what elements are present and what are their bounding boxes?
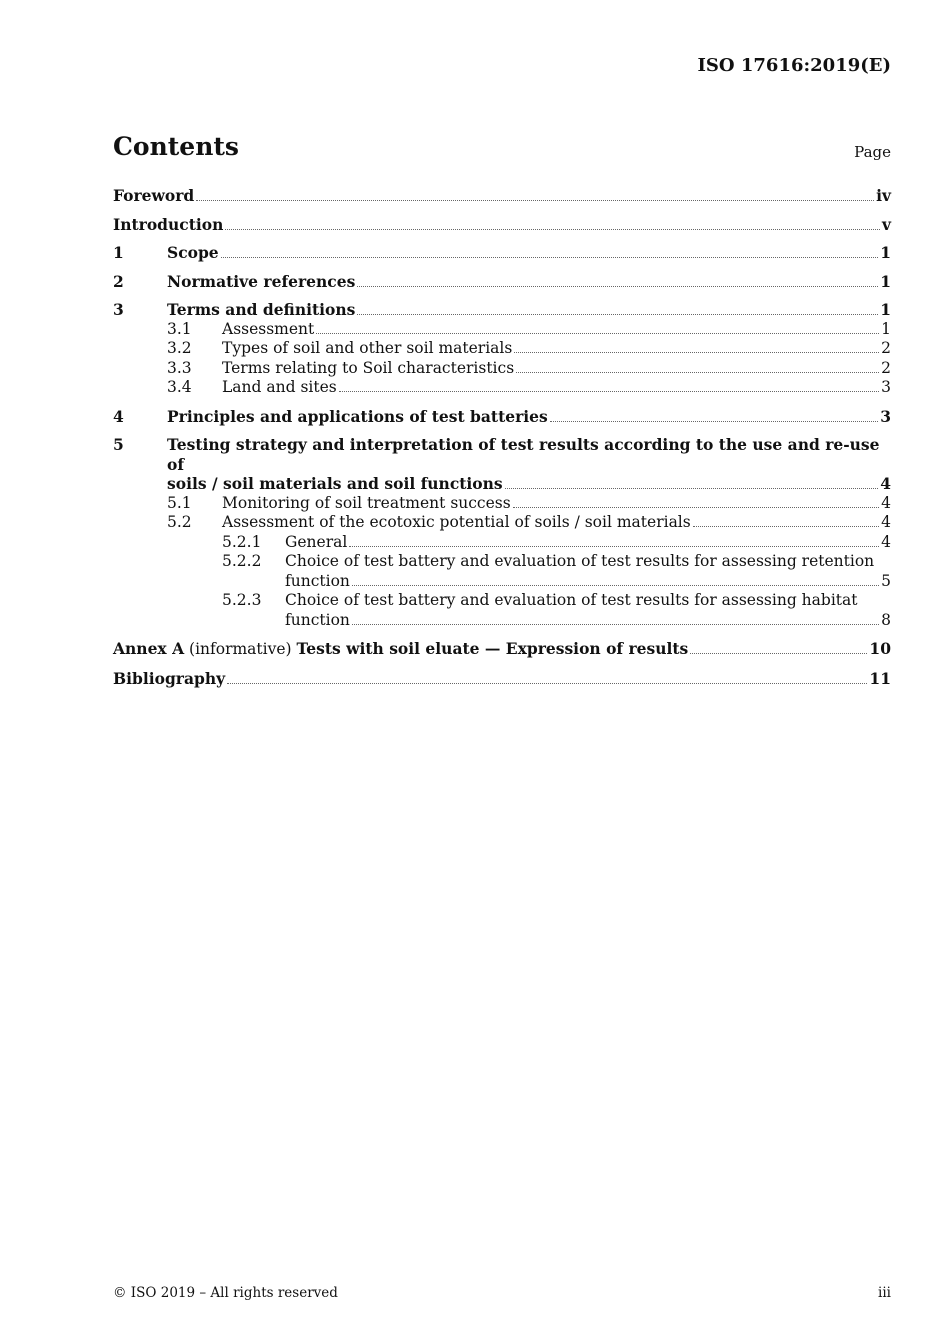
toc-entry-title: soils / soil materials and soil functions — [167, 474, 503, 493]
toc-entry[interactable] — [113, 513, 891, 533]
toc-entry-title: Terms relating to Soil characteristics — [222, 358, 515, 377]
dot-leader — [693, 526, 879, 527]
toc-entry-title: Scope — [167, 243, 219, 262]
toc-entry-title: Types of soil and other soil materials — [222, 339, 513, 357]
toc-entry[interactable] — [113, 552, 891, 591]
toc-entry-number: 3.4 — [167, 378, 192, 396]
toc-entry[interactable] — [113, 591, 891, 630]
toc-entry-title: Assessment of the ecotoxic potential of soils / soil materials — [222, 513, 691, 531]
toc-entry-number: 3.2 — [167, 339, 192, 357]
dot-leader — [349, 546, 879, 547]
toc-entry[interactable] — [113, 494, 891, 514]
toc-entry-title-line1: Choice of test battery and evaluation of test results for assessing habitat — [285, 591, 858, 609]
toc-entry-page: v — [881, 214, 891, 234]
toc-entry-title: Terms and definitions — [167, 300, 356, 319]
toc-entry-number: 3.1 — [167, 319, 192, 338]
dot-leader — [352, 585, 879, 586]
toc-entry-page: 4 — [881, 513, 891, 531]
dot-leader — [514, 352, 879, 353]
toc-entry-title: Foreword — [113, 186, 195, 205]
toc-entry[interactable] — [113, 215, 891, 235]
document-id: ISO 17616:2019(E) — [697, 55, 891, 76]
toc-entry-number: 5.2.3 — [222, 591, 262, 609]
table-of-contents — [113, 186, 891, 688]
toc-entry-title-line1: Choice of test battery and evaluation of test results for assessing retention — [285, 552, 875, 570]
dot-leader — [196, 200, 874, 201]
toc-entry-page: 1 — [881, 319, 891, 338]
toc-entry-page: 4 — [880, 474, 891, 493]
toc-entry-page: 3 — [880, 406, 891, 426]
page-column-label: Page — [854, 143, 891, 161]
toc-entry[interactable] — [113, 320, 891, 340]
toc-entry-title: Normative references — [167, 271, 356, 291]
toc-entry[interactable] — [113, 407, 891, 427]
toc-entry-title: function — [285, 610, 350, 629]
toc-entry-number: 5.2 — [167, 513, 192, 531]
dot-leader — [357, 286, 878, 287]
toc-entry-title: function — [285, 571, 350, 590]
toc-entry[interactable] — [113, 243, 891, 263]
toc-entry[interactable] — [113, 339, 891, 359]
toc-entry-number: 5.2.1 — [222, 532, 262, 551]
toc-entry-number: 4 — [113, 406, 124, 426]
toc-entry-title-line1: Testing strategy and interpretation of test results according to the use and re-use of — [167, 435, 880, 474]
dot-leader — [513, 507, 879, 508]
dot-leader — [550, 421, 878, 422]
toc-entry-page: 8 — [881, 610, 891, 629]
toc-entry-page: 4 — [881, 532, 891, 551]
toc-entry-number: 5 — [113, 435, 124, 454]
toc-entry-number: 3 — [113, 300, 124, 319]
toc-entry-page: 11 — [869, 668, 891, 688]
toc-entry-number: 2 — [113, 271, 124, 291]
dot-leader — [339, 391, 879, 392]
toc-entry-number: 5.2.2 — [222, 552, 262, 570]
toc-entry-title: Assessment — [222, 319, 315, 338]
dot-leader — [516, 372, 879, 373]
dot-leader — [225, 229, 880, 230]
dot-leader — [357, 314, 878, 315]
toc-entry[interactable] — [113, 669, 891, 689]
toc-entry[interactable] — [113, 435, 891, 494]
toc-entry-title: Land and sites — [222, 378, 337, 396]
footer-copyright: © ISO 2019 – All rights reserved — [113, 1285, 338, 1301]
toc-entry[interactable] — [113, 639, 891, 660]
toc-entry-number: 3.3 — [167, 358, 192, 377]
toc-entry-page: 10 — [869, 639, 891, 658]
toc-entry[interactable] — [113, 533, 891, 553]
toc-entry-title: Bibliography — [113, 668, 226, 688]
toc-entry[interactable] — [113, 300, 891, 320]
annex-informative-label: (informative) — [184, 640, 297, 658]
toc-entry-page: 3 — [881, 378, 891, 396]
dot-leader — [352, 624, 879, 625]
toc-entry-title: Principles and applications of test batteries — [167, 406, 548, 426]
toc-entry-page: 1 — [880, 271, 891, 291]
dot-leader — [221, 257, 879, 258]
toc-entry-page: 2 — [881, 358, 891, 377]
toc-entry[interactable] — [113, 186, 891, 206]
toc-entry[interactable] — [113, 272, 891, 292]
contents-title: Contents — [113, 132, 240, 161]
toc-entry-page: 5 — [881, 571, 891, 590]
toc-entry-title: General — [285, 532, 348, 551]
toc-entry-page: 4 — [881, 493, 891, 512]
toc-entry-page: 1 — [880, 300, 891, 319]
toc-entry-number: 1 — [113, 243, 124, 262]
annex-label: Annex A — [113, 639, 185, 658]
toc-entry[interactable] — [113, 378, 891, 398]
toc-entry-title: Introduction — [113, 214, 224, 234]
dot-leader — [316, 333, 879, 334]
toc-entry-number: 5.1 — [167, 493, 192, 512]
toc-entry-title: Tests with soil eluate — Expression of results — [296, 639, 689, 658]
toc-entry-page: iv — [876, 186, 891, 205]
dot-leader — [690, 653, 867, 654]
toc-entry[interactable] — [113, 359, 891, 379]
toc-entry-title: Monitoring of soil treatment success — [222, 493, 511, 512]
toc-entry-page: 2 — [881, 339, 891, 357]
toc-entry-page: 1 — [880, 243, 891, 262]
dot-leader — [227, 683, 867, 684]
dot-leader — [505, 488, 879, 489]
footer-page-number: iii — [878, 1285, 891, 1301]
